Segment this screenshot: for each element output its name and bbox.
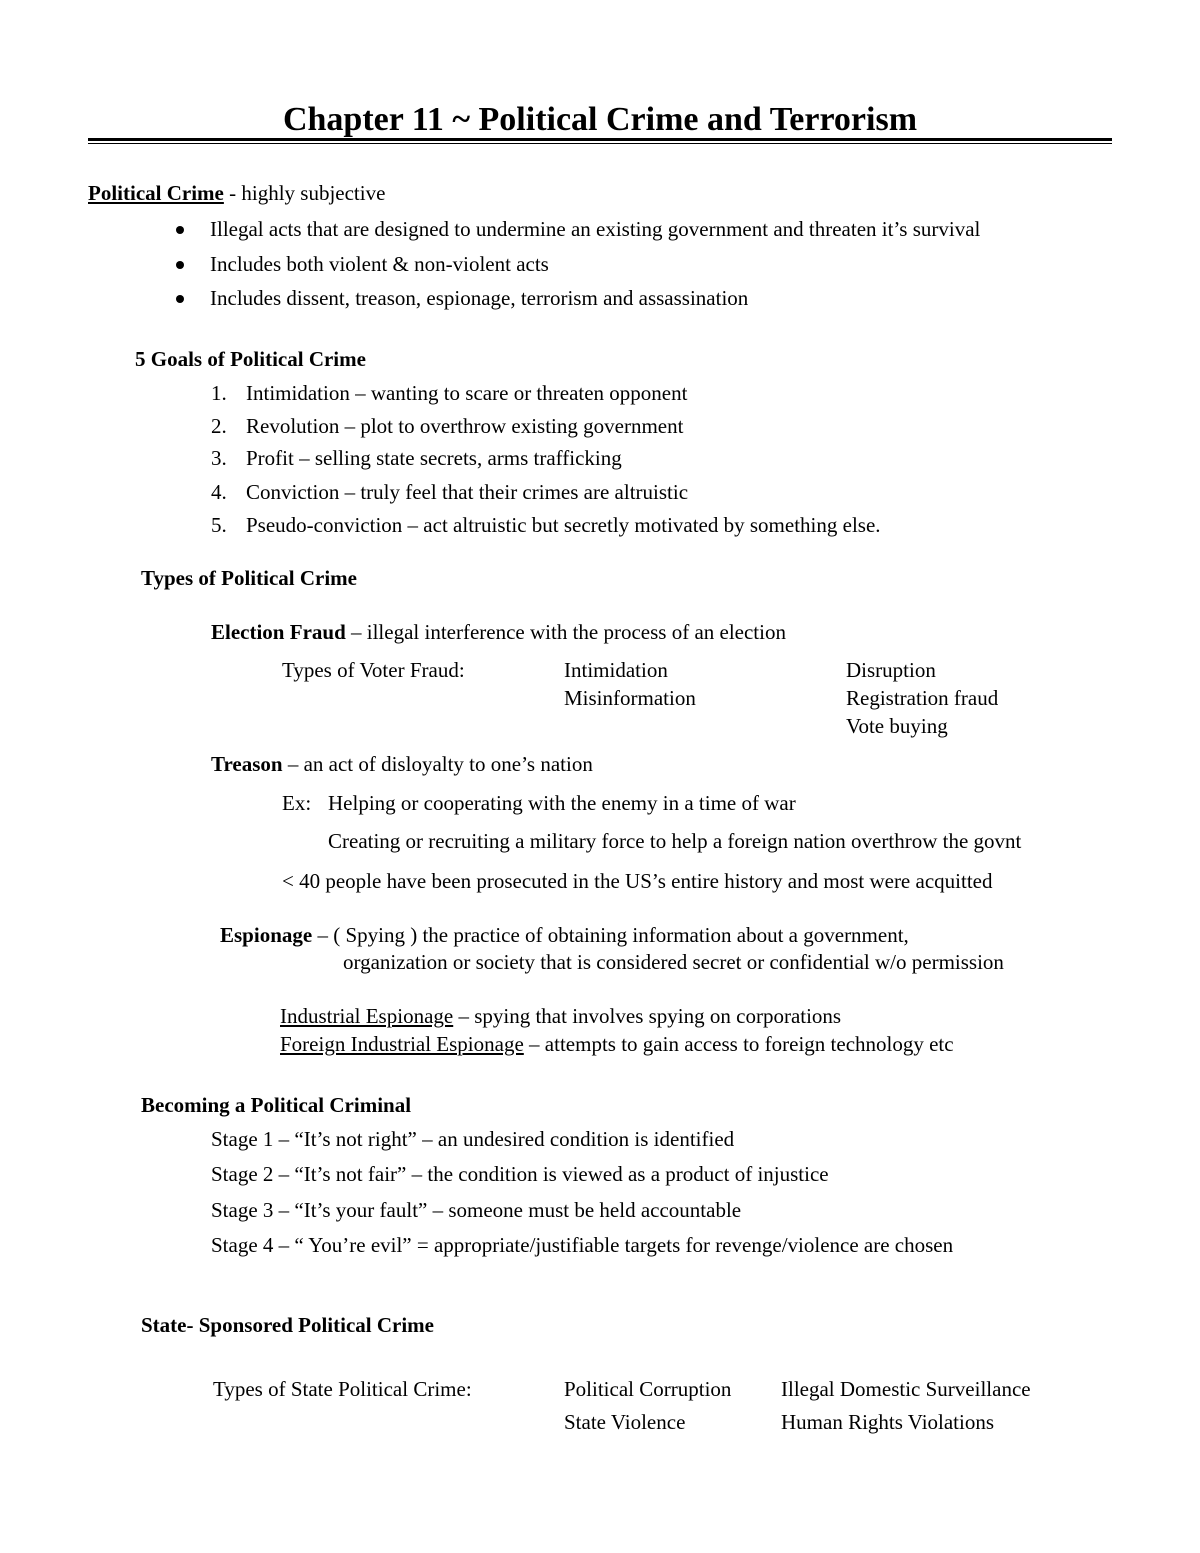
state-sponsored-heading: State- Sponsored Political Crime <box>141 1313 434 1337</box>
political-crime-heading-line <box>88 183 385 204</box>
industrial-espionage-term: Industrial Espionage <box>280 1004 454 1028</box>
stage-item: Stage 1 – “It’s not right” – an undesired condition is identified <box>211 1127 735 1151</box>
voter-fraud-label: Types of Voter Fraud: <box>282 658 465 682</box>
treason-example: Creating or recruiting a military force to help a foreign nation overthrow the govnt <box>328 829 1022 853</box>
industrial-espionage-def: – spying that involves spying on corporations <box>453 1004 842 1028</box>
list-item: Illegal acts that are designed to undermine an existing government and threaten it’s survival <box>210 217 981 241</box>
list-item: Human Rights Violations <box>781 1410 995 1434</box>
bullet-dot <box>176 261 184 269</box>
election-fraud-line <box>211 622 786 643</box>
list-item: Intimidation <box>564 658 668 682</box>
stage-item: Stage 3 – “It’s your fault” – someone must be held accountable <box>211 1198 742 1222</box>
list-number: 4. <box>211 480 227 504</box>
becoming-heading: Becoming a Political Criminal <box>141 1093 412 1117</box>
foreign-espionage-line <box>280 1034 954 1055</box>
treason-definition: – an act of disloyalty to one’s nation <box>282 752 593 776</box>
list-item: Profit – selling state secrets, arms trafficking <box>246 446 622 470</box>
list-number: 3. <box>211 446 227 470</box>
bullet-dot <box>176 226 184 234</box>
goals-heading: 5 Goals of Political Crime <box>135 347 366 371</box>
list-number: 5. <box>211 513 227 537</box>
list-item: Political Corruption <box>564 1377 732 1401</box>
election-fraud-term: Election Fraud <box>211 620 346 644</box>
espionage-line <box>220 925 909 946</box>
treason-note: < 40 people have been prosecuted in the US’s entire history and most were acquitted <box>282 869 993 893</box>
list-item: Intimidation – wanting to scare or threaten opponent <box>246 381 688 405</box>
types-heading: Types of Political Crime <box>141 566 357 590</box>
list-item: Misinformation <box>564 686 696 710</box>
list-item: Vote buying <box>846 714 948 738</box>
election-fraud-definition: – illegal interference with the process of an election <box>345 620 786 644</box>
political-crime-subtitle: - highly subjective <box>223 181 386 205</box>
list-item: Illegal Domestic Surveillance <box>781 1377 1031 1401</box>
list-number: 2. <box>211 414 227 438</box>
list-item: State Violence <box>564 1410 686 1434</box>
page-title: Chapter 11 ~ Political Crime and Terrorism <box>282 101 918 138</box>
political-crime-heading: Political Crime <box>88 181 224 205</box>
foreign-espionage-def: – attempts to gain access to foreign technology etc <box>523 1032 954 1056</box>
espionage-definition-cont: organization or society that is considered secret or confidential w/o permission <box>343 950 1004 974</box>
industrial-espionage-line <box>280 1006 841 1027</box>
list-item: Disruption <box>846 658 936 682</box>
list-item: Includes both violent & non-violent acts <box>210 252 549 276</box>
list-item: Registration fraud <box>846 686 999 710</box>
title-rule-thick <box>88 138 1112 141</box>
bullet-dot <box>176 295 184 303</box>
treason-term: Treason <box>211 752 283 776</box>
treason-example: Helping or cooperating with the enemy in a time of war <box>328 791 796 815</box>
foreign-espionage-term: Foreign Industrial Espionage <box>280 1032 524 1056</box>
treason-line <box>211 754 593 775</box>
espionage-term: Espionage <box>220 923 313 947</box>
list-item: Pseudo-conviction – act altruistic but secretly motivated by something else. <box>246 513 881 537</box>
state-crime-label: Types of State Political Crime: <box>213 1377 472 1401</box>
list-number: 1. <box>211 381 227 405</box>
stage-item: Stage 4 – “ You’re evil” = appropriate/justifiable targets for revenge/violence are chosen <box>211 1233 954 1257</box>
espionage-definition: – ( Spying ) the practice of obtaining information about a government, <box>312 923 909 947</box>
list-item: Includes dissent, treason, espionage, terrorism and assassination <box>210 286 749 310</box>
treason-ex-label: Ex: <box>282 791 312 815</box>
list-item: Conviction – truly feel that their crimes are altruistic <box>246 480 689 504</box>
list-item: Revolution – plot to overthrow existing government <box>246 414 684 438</box>
title-rule-thin <box>88 143 1112 144</box>
stage-item: Stage 2 – “It’s not fair” – the condition is viewed as a product of injustice <box>211 1162 829 1186</box>
